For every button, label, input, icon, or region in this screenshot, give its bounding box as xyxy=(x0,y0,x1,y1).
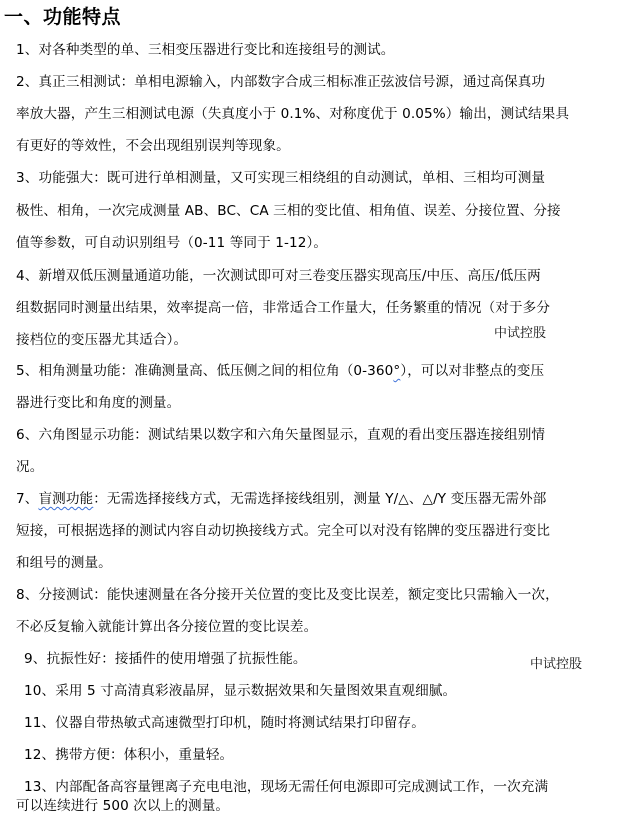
paragraph-text: 5、相角测量功能：准确测量高、低压侧之间的相位角（0-360 xyxy=(16,363,394,379)
paragraph-line: 1、对各种类型的单、三相变压器进行变比和连接组号的测试。 xyxy=(16,42,395,58)
paragraph-line: 率放大器，产生三相测试电源（失真度小于 0.1%、对称度优于 0.05%）输出，测试结果具 xyxy=(16,106,570,122)
paragraph-line xyxy=(16,489,546,509)
paragraph-line: 组数据同时测量出结果，效率提高一倍，非常适合工作量大，任务繁重的情况（对于多分 xyxy=(16,300,551,316)
paragraph-line: 8、分接测试：能快速测量在各分接开关位置的变比及变比误差，额定变比只需输入一次， xyxy=(16,587,559,603)
paragraph-line: 接档位的变压器尤其适合）。 xyxy=(16,332,188,348)
paragraph-line: 不必反复输入就能计算出各分接位置的变比误差。 xyxy=(16,619,318,635)
watermark-text: 中试控股 xyxy=(530,657,583,672)
paragraph-line: 12、携带方便：体积小，重量轻。 xyxy=(24,747,234,763)
paragraph-line: 极性、相角，一次完成测量 AB、BC、CA 三相的变比值、相角值、误差、分接位置、分接 xyxy=(16,203,561,219)
paragraph-text: ），可以对非整点的变压 xyxy=(400,363,545,379)
paragraph-text: ：无需选择接线方式，无需选择接线组别，测量 Y/△、△/Y 变压器无需外部 xyxy=(93,491,547,507)
section-heading: 一、功能特点 xyxy=(4,6,122,28)
paragraph-line: 和组号的测量。 xyxy=(16,555,112,571)
paragraph-line: 6、六角图显示功能：测试结果以数字和六角矢量图显示，直观的看出变压器连接组别情 xyxy=(16,427,546,443)
paragraph-line: 13、内部配备高容量锂离子充电电池，现场无需任何电源即可完成测试工作，一次充满 xyxy=(24,779,549,795)
paragraph-line: 4、新增双低压测量通道功能，一次测试即可对三卷变压器实现高压/中压、高压/低压两 xyxy=(16,268,541,284)
paragraph-line: 3、功能强大：既可进行单相测量，又可实现三相绕组的自动测试，单相、三相均可测量 xyxy=(16,170,546,186)
watermark-text: 中试控股 xyxy=(494,326,547,341)
paragraph-line xyxy=(16,361,544,381)
paragraph-line: 值等参数，可自动识别组号（0-11 等同于 1-12）。 xyxy=(16,235,328,251)
paragraph-line: 10、采用 5 寸高清真彩液晶屏，显示数据效果和矢量图效果直观细腻。 xyxy=(24,683,457,699)
spellcheck-mark: ° xyxy=(393,363,401,379)
paragraph-line: 器进行变比和角度的测量。 xyxy=(16,395,181,411)
spellcheck-mark: 盲测功能 xyxy=(38,491,94,507)
paragraph-line: 2、真正三相测试：单相电源输入，内部数字合成三相标准正弦波信号源，通过高保真功 xyxy=(16,74,546,90)
paragraph-line: 况。 xyxy=(16,459,44,475)
paragraph-text: 7、 xyxy=(16,491,39,507)
paragraph-line: 短接，可根据选择的测试内容自动切换接线方式。完全可以对没有铭牌的变压器进行变比 xyxy=(16,523,551,539)
paragraph-line: 11、仪器自带热敏式高速微型打印机，随时将测试结果打印留存。 xyxy=(24,715,425,731)
paragraph-line: 有更好的等效性，不会出现组别误判等现象。 xyxy=(16,138,290,154)
paragraph-line: 9、抗振性好：接插件的使用增强了抗振性能。 xyxy=(24,651,307,667)
paragraph-line: 可以连续进行 500 次以上的测量。 xyxy=(16,798,230,814)
